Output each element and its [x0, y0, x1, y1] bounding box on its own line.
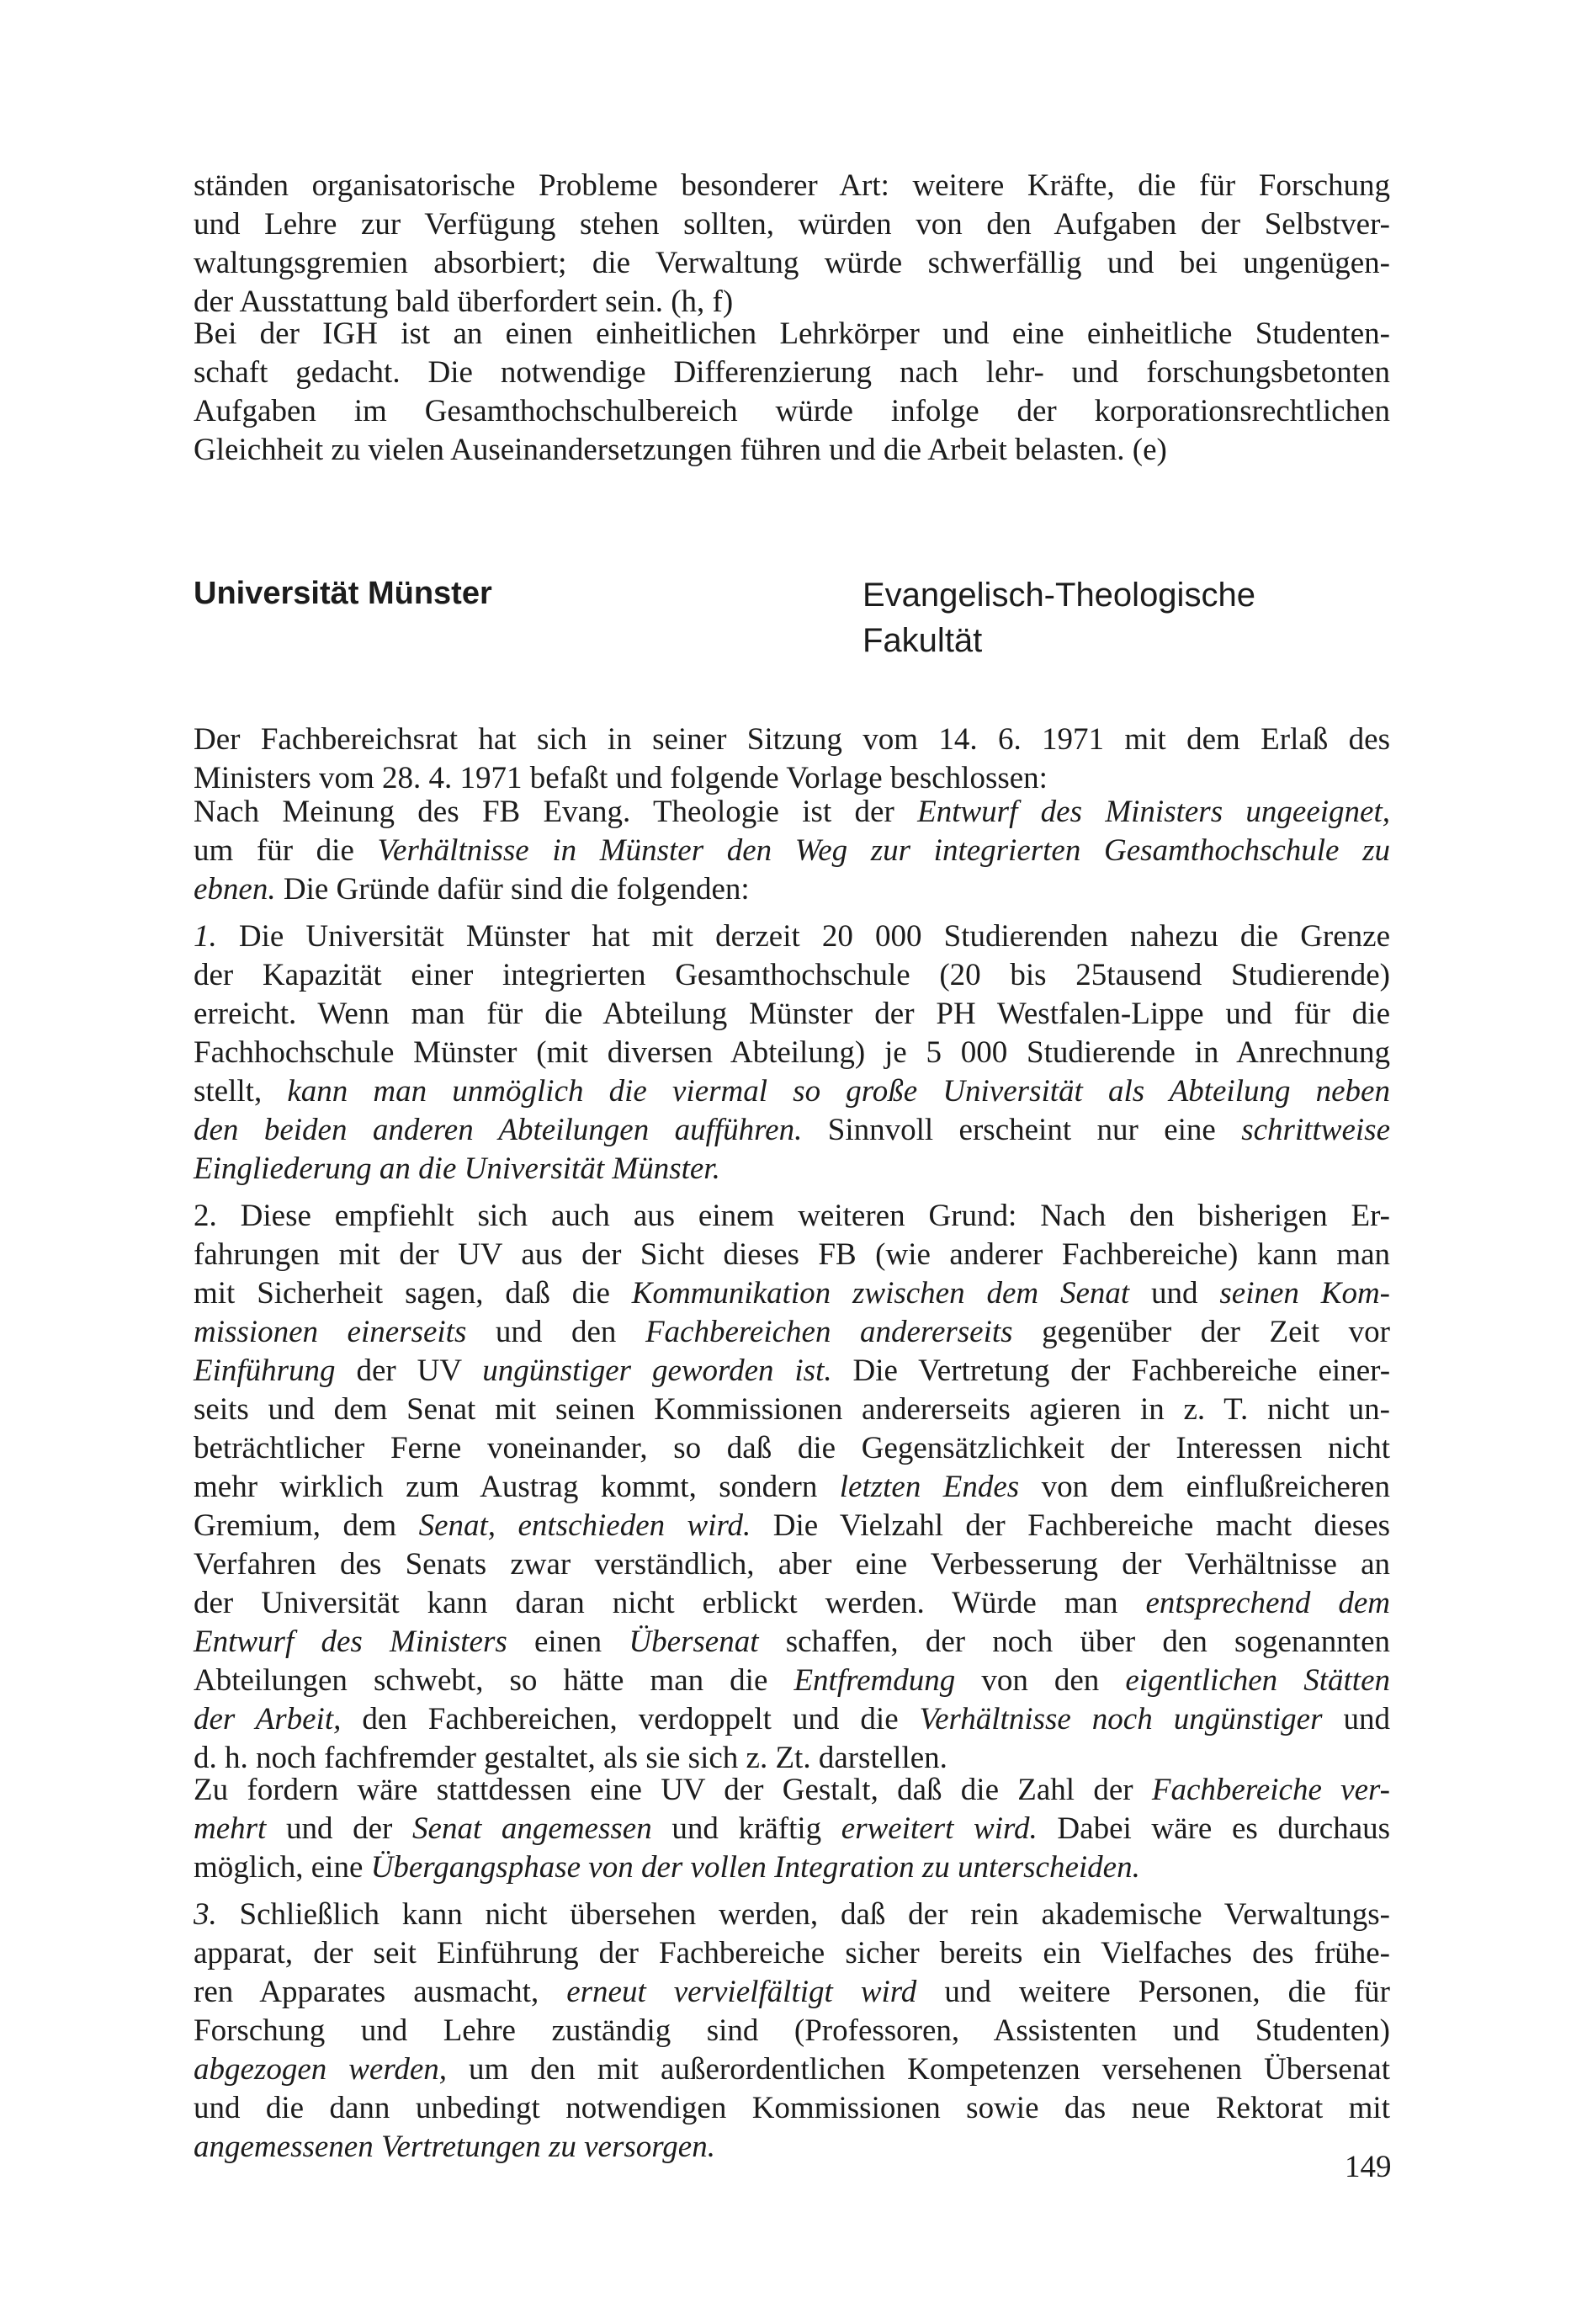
- text-line: Gremium, dem Senat, entschieden wird. Die Vielzahl der Fachbereiche macht dieses: [194, 1508, 1390, 1543]
- text-line: ren Apparates ausmacht, erneut vervielfältigt wird und weitere Personen, die für: [194, 1975, 1390, 2009]
- text-line: erreicht. Wenn man für die Abteilung Münster der PH Westfalen-Lippe und für die: [194, 997, 1390, 1031]
- text-line: Gleichheit zu vielen Auseinandersetzungen führen und die Arbeit belasten. (e): [194, 433, 1167, 467]
- faculty-heading-line: Fakultät: [862, 622, 983, 659]
- text-line: Der Fachbereichsrat hat sich in seiner Sitzung vom 14. 6. 1971 mit dem Erlaß des: [194, 722, 1390, 757]
- text-line: der Kapazität einer integrierten Gesamthochschule (20 bis 25tausend Studierende): [194, 958, 1390, 992]
- text-line: Fachhochschule Münster (mit diversen Abteilung) je 5 000 Studierende in Anrechnung: [194, 1035, 1390, 1070]
- text-line: apparat, der seit Einführung der Fachbereiche sicher bereits ein Vielfaches des frühe-: [194, 1936, 1390, 1970]
- text-line: Zu fordern wäre stattdessen eine UV der Gestalt, daß die Zahl der Fachbereiche ver-: [194, 1773, 1390, 1807]
- text-line: abgezogen werden, um den mit außerordentlichen Kompetenzen versehenen Übersenat: [194, 2052, 1390, 2087]
- text-line: und die dann unbedingt notwendigen Kommissionen sowie das neue Rektorat mit: [194, 2091, 1390, 2125]
- text-line: missionen einerseits und den Fachbereichen andererseits gegenüber der Zeit vor: [194, 1315, 1390, 1349]
- text-line: der Ausstattung bald überfordert sein. (h, f): [194, 285, 734, 319]
- text-line: fahrungen mit der UV aus der Sicht dieses FB (wie anderer Fachbereiche) kann man: [194, 1237, 1390, 1272]
- text-line: der Universität kann daran nicht erblickt werden. Würde man entsprechend dem: [194, 1586, 1390, 1620]
- text-line: Aufgaben im Gesamthochschulbereich würde infolge der korporationsrechtlichen: [194, 394, 1390, 428]
- text-line: Entwurf des Ministers einen Übersenat schaffen, der noch über den sogenannten: [194, 1625, 1391, 1659]
- text-line: Ministers vom 28. 4. 1971 befaßt und folgende Vorlage beschlossen:: [194, 761, 1048, 795]
- text-line: beträchtlicher Ferne voneinander, so daß die Gegensätzlichkeit der Interessen nicht: [194, 1431, 1390, 1465]
- text-line: 1. Die Universität Münster hat mit derzeit 20 000 Studierenden nahezu die Grenze: [194, 919, 1390, 954]
- text-line: mehr wirklich zum Austrag kommt, sondern letzten Endes von dem einflußreicheren: [194, 1470, 1390, 1504]
- text-line: d. h. noch fachfremder gestaltet, als sie sich z. Zt. darstellen.: [194, 1741, 947, 1775]
- text-line: schaft gedacht. Die notwendige Differenzierung nach lehr- und forschungsbetonten: [194, 355, 1390, 390]
- text-line: ebnen. Die Gründe dafür sind die folgenden:: [194, 872, 750, 907]
- text-line: Bei der IGH ist an einen einheitlichen Lehrkörper und eine einheitliche Studenten-: [194, 316, 1390, 351]
- text-line: waltungsgremien absorbiert; die Verwaltung würde schwerfällig und bei ungenügen-: [194, 246, 1390, 280]
- text-line: möglich, eine Übergangsphase von der vollen Integration zu unterscheiden.: [194, 1850, 1140, 1885]
- text-line: der Arbeit, den Fachbereichen, verdoppelt und die Verhältnisse noch ungünstiger und: [194, 1702, 1390, 1736]
- text-line: Einführung der UV ungünstiger geworden ist. Die Vertretung der Fachbereiche einer-: [194, 1353, 1391, 1388]
- university-heading: Universität Münster: [194, 576, 492, 611]
- faculty-heading-line: Evangelisch-Theologische: [862, 577, 1255, 614]
- text-line: 3. Schließlich kann nicht übersehen werden, daß der rein akademische Verwaltungs-: [194, 1897, 1390, 1932]
- text-line: Forschung und Lehre zuständig sind (Professoren, Assistenten und Studenten): [194, 2013, 1390, 2048]
- page-number: 149: [1345, 2150, 1392, 2184]
- text-line: Abteilungen schwebt, so hätte man die Entfremdung von den eigentlichen Stätten: [194, 1663, 1390, 1698]
- text-line: mehrt und der Senat angemessen und kräftig erweitert wird. Dabei wäre es durchaus: [194, 1811, 1391, 1846]
- faculty-heading: [862, 572, 1255, 663]
- text-line: Verfahren des Senats zwar verständlich, aber eine Verbesserung der Verhältnisse an: [194, 1547, 1390, 1582]
- text-line: Nach Meinung des FB Evang. Theologie ist der Entwurf des Ministers ungeeignet,: [194, 795, 1390, 829]
- text-line: den beiden anderen Abteilungen aufführen. Sinnvoll erscheint nur eine schrittweise: [194, 1113, 1390, 1147]
- text-line: und Lehre zur Verfügung stehen sollten, würden von den Aufgaben der Selbstver-: [194, 207, 1390, 242]
- text-line: mit Sicherheit sagen, daß die Kommunikation zwischen dem Senat und seinen Kom-: [194, 1276, 1390, 1311]
- text-line: Eingliederung an die Universität Münster.: [194, 1151, 720, 1186]
- text-line: ständen organisatorische Probleme besonderer Art: weitere Kräfte, die für Forschung: [194, 168, 1390, 203]
- text-line: 2. Diese empfiehlt sich auch aus einem weiteren Grund: Nach den bisherigen Er-: [194, 1199, 1390, 1233]
- text-line: stellt, kann man unmöglich die viermal so große Universität als Abteilung neben: [194, 1074, 1390, 1109]
- text-line: seits und dem Senat mit seinen Kommissionen andererseits agieren in z. T. nicht un-: [194, 1392, 1390, 1427]
- text-line: um für die Verhältnisse in Münster den Weg zur integrierten Gesamthochschule zu: [194, 833, 1391, 868]
- text-line: angemessenen Vertretungen zu versorgen.: [194, 2130, 715, 2164]
